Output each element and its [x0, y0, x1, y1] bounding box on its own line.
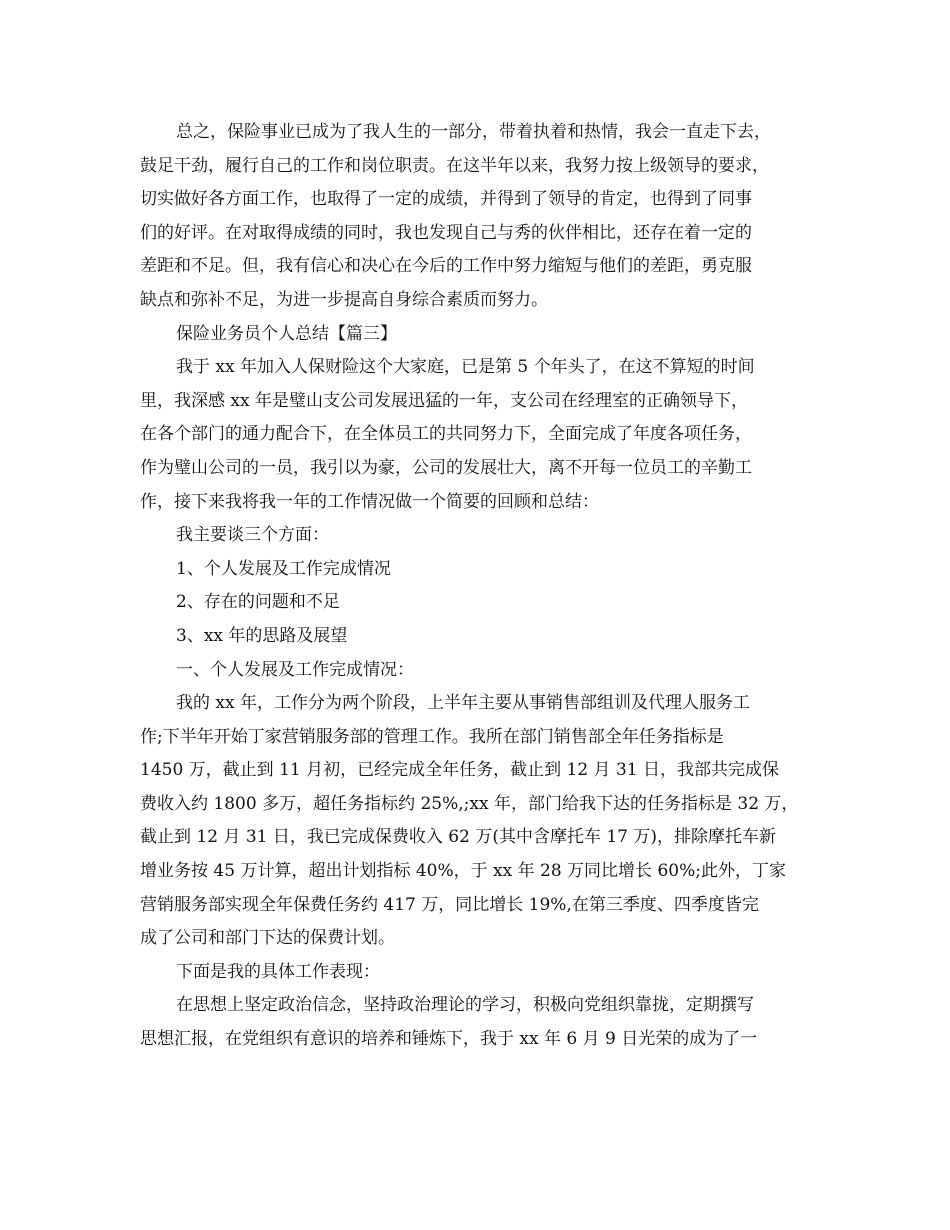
- text-line: 我主要谈三个方面：: [176, 525, 329, 546]
- text-line: 总之，保险事业已成为了我人生的一部分，带着执着和热情，我会一直走下去，: [176, 122, 771, 142]
- text-line: 保险业务员个人总结【篇三】: [176, 323, 397, 344]
- text-line: 差距和不足。但，我有信心和决心在今后的工作中努力缩短与他们的差距，勇克服: [140, 256, 752, 277]
- text-line: 作为璧山公司的一员，我引以为豪，公司的发展壮大，离不开每一位员工的辛勤工: [140, 457, 752, 478]
- text-line: 切实做好各方面工作，也取得了一定的成绩，并得到了领导的肯定，也得到了同事: [140, 189, 752, 210]
- text-line: 作;下半年开始丁家营销服务部的管理工作。我所在部门销售部全年任务指标是: [140, 726, 724, 747]
- text-line: 作，接下来我将我一年的工作情况做一个简要的回顾和总结：: [140, 491, 599, 512]
- text-line: 缺点和弥补不足，为进一步提高自身综合素质而努力。: [140, 289, 548, 310]
- text-line: 鼓足干劲，履行自己的工作和岗位职责。在这半年以来，我努力按上级领导的要求，: [140, 155, 769, 176]
- text-line: 一、个人发展及工作完成情况：: [176, 659, 414, 680]
- text-line: 里，我深感 xx 年是璧山支公司发展迅猛的一年，支公司在经理室的正确领导下，: [140, 390, 748, 411]
- text-line: 3、xx 年的思路及展望: [176, 625, 348, 646]
- text-line: 增业务按 45 万计算，超出计划指标 40%，于 xx 年 28 万同比增长 60%;此外，丁家: [140, 861, 786, 882]
- text-line: 费收入约 1800 多万，超任务指标约 25%,;xx 年，部门给我下达的任务指标是 32 万，: [140, 793, 799, 814]
- text-line: 1、个人发展及工作完成情况: [176, 558, 391, 579]
- text-line: 我于 xx 年加入人保财险这个大家庭，已是第 5 个年头了，在这不算短的时间: [176, 357, 755, 378]
- text-line: 在各个部门的通力配合下，在全体员工的共同努力下，全面完成了年度各项任务，: [140, 424, 752, 445]
- text-line: 营销服务部实现全年保费任务约 417 万，同比增长 19%,在第三季度、四季度皆完: [140, 894, 759, 915]
- text-line: 我的 xx 年，工作分为两个阶段，上半年主要从事销售部组训及代理人服务工: [176, 693, 750, 714]
- text-line: 1450 万，截止到 11 月初，已经完成全年任务，截止到 12 月 31 日，我部共完成保: [140, 760, 779, 781]
- document-body: [140, 116, 820, 1057]
- text-line: 截止到 12 月 31 日，我已完成保费收入 62 万(其中含摩托车 17 万)，排除摩托车新: [140, 827, 777, 848]
- text-line: 在思想上坚定政治信念，坚持政治理论的学习，积极向党组织靠拢，定期撰写: [176, 995, 754, 1016]
- text-line: 下面是我的具体工作表现：: [176, 961, 380, 982]
- text-line: 们的好评。在对取得成绩的同时，我也发现自己与秀的伙伴相比，还存在着一定的: [140, 222, 752, 243]
- text-line: 成了公司和部门下达的保费计划。: [140, 928, 395, 949]
- text-line: 思想汇报，在党组织有意识的培养和锤炼下，我于 xx 年 6 月 9 日光荣的成为了一: [140, 1029, 758, 1050]
- text-line: 2、存在的问题和不足: [176, 592, 340, 613]
